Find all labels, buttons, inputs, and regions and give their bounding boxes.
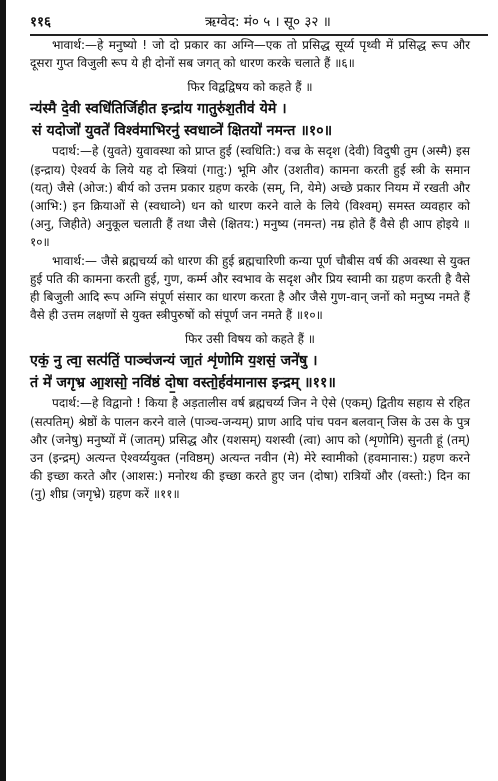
- page-number: ११६: [30, 14, 52, 30]
- scan-edge: [0, 0, 6, 781]
- bhavarth-paragraph-9: भावार्थ:—हे मनुष्यो ! जो दो प्रकार का अग्नि—एक तो प्रसिद्ध सूर्य्य पृथ्वी में प्रसिद्ध रूप और दूसरा गुप्त विजुली रूप ये ही दोनों सब जगत् को धारण करके चलाते हैं ॥६॥: [30, 38, 470, 71]
- page-header: [30, 8, 488, 36]
- padarth-paragraph-11: पदार्थ:—हे विद्वानो ! किया है अड़तालीस वर्ष ब्रह्मचर्य्य जिन ने ऐसे (एकम्) द्वितीय सहाय से रहित (सत्पतिम्) श्रेष्ठों के पालन करने वाले (पाञ्च-जन्यम्) प्राण आदि पांच पवन बलवान् जिस के उस के पुत्र और (जनेषु) मनुष्यों में (जातम्) प्रसिद्ध और (यशसम्) यशस्वी (त्वा) आप को (शृणोमि) सुनती हूं (तम्) उन (इन्द्रम्) अत्यन्त ऐश्वर्य्ययुक्त (नविष्ठम्) अत्यन्त नवीन (मे) मेरे स्वामीको (हवमानास:) ग्रहण करने की इच्छा करते और (आशस:) मनोरथ की इच्छा करते हुए जन (दोषा) रात्रियों और (वस्तो:) दिन का (नु) शीघ्र (जगृभ्रे) ग्रहण करें ॥११॥: [30, 396, 470, 502]
- bhavarth-paragraph-10: भावार्थ:— जैसे ब्रह्मचर्य्य को धारण की हुई ब्रह्मचारिणी कन्या पूर्ण चौबीस वर्ष की अवस्था से युक्त हुई पति की कामना करती हुई, गुण, कर्म्म और स्वभाव के सदृश और प्रिय स्वामी का ग्रहण करती है वैसे ही बिजुली आदि रूप अग्नि संपूर्ण संसार का धारण करता है और जैसे गुण-वान् जनों को मनुष्य नमते हैं वैसे ही उत्तम लक्षणों से युक्त स्त्रीपुरुषों को संपूर्ण जन नमते हैं ॥१०॥: [30, 253, 470, 323]
- section-heading-11: फिर उसी विषय को कहते हैं ॥: [185, 332, 315, 347]
- mantra-11-line-2: तं मे॑ जगृभ्र आ॒शसो॒ नवि॑ष्ठं दो॒षा वस्तो॒र्हव॑मानास इन्द्रम् ॥११॥: [30, 375, 336, 392]
- running-title: ऋग्वेद: मं० ५ । सू० ३२ ॥: [205, 14, 331, 30]
- section-heading-10: फिर विद्वद्विषय को कहते हैं ॥: [187, 80, 313, 95]
- mantra-11-line-1: एकं॒ नु त्वा॒ सत्प॑तिं॒ पाञ्च॑जन्यं जा॒तं शृ॑णोमि य॒शसं॒ जने॑षु ।: [30, 353, 318, 370]
- page-content: [30, 36, 470, 504]
- padarth-paragraph-10: पदार्थ:—हे (युवते) युवावस्था को प्राप्त हुई (स्वधिति:) वज्र के सदृश (देवी) विदुषी तुम (अस्मै) इस (इन्द्राय) ऐश्वर्य के लिये यह दो स्त्रियां (गातु:) भूमि और (उशतीव) कामना करती हुई स्त्री के समान (यत्) जैसे (ओज:) बीर्य को उत्तम प्रकार ग्रहण करके (सम्, नि, येमे) अच्छे प्रकार नियम में रखती और (आभि:) इन क्रियाओं से (स्वधाव्ने) धन को धारण करने वाले के लिये (विश्वम्) समस्त व्यवहार को (अनु, जिहीते) अनुकूल चलाती हैं तथा जैसे (क्षितय:) मनुष्य (नमन्त) नम्र होते हैं वैसे ही आप होइये ॥१०॥: [30, 144, 470, 250]
- mantra-10-line-1: न्य॑स्मै दे॒वी स्वधि॑तिर्जिहीत इन्द्रा॑य गातुरु॑श॒तीव॑ येमे ।: [30, 101, 287, 118]
- mantra-10-line-2: सं यदोजो॑ युवते॑ विश्व॑माभिरनु॑ स्वधाव्ने॑ क्षितयो॑ नमन्त ॥१०॥: [32, 123, 333, 140]
